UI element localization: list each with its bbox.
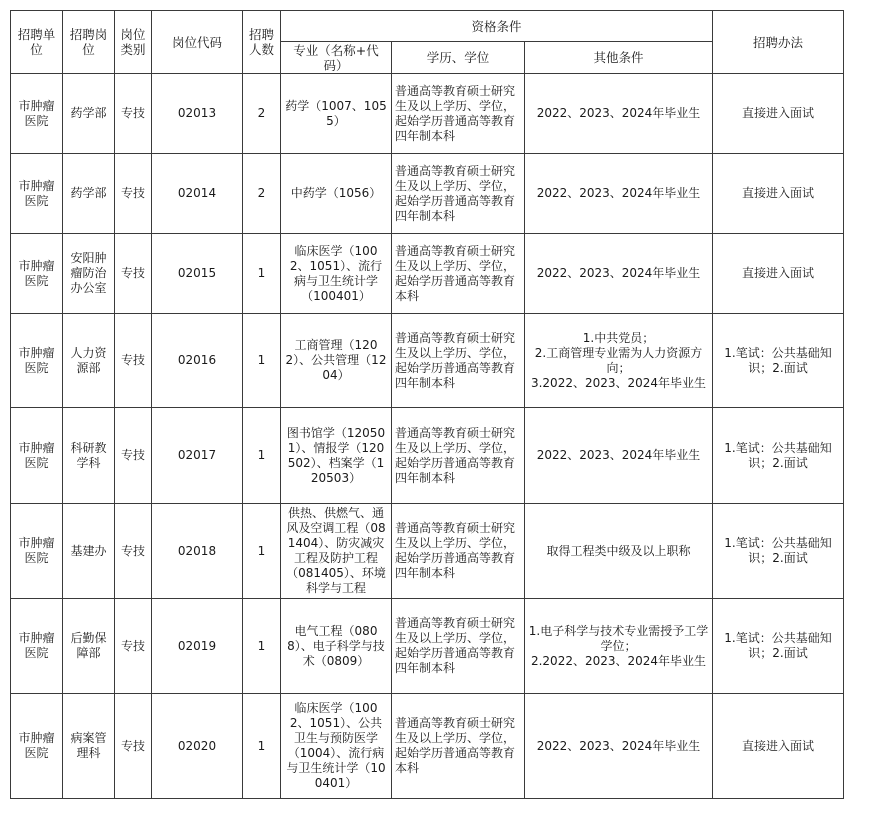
cell-education: 普通高等教育硕士研究生及以上学历、学位，起始学历普通高等教育四年制本科 bbox=[392, 314, 525, 408]
cell-post: 人力资源部 bbox=[63, 314, 115, 408]
condition-line: 2022、2023、2024年毕业生 bbox=[536, 106, 701, 120]
cell-post: 药学部 bbox=[63, 74, 115, 154]
header-qualification: 资格条件 bbox=[281, 11, 713, 42]
table-row bbox=[11, 694, 844, 799]
cell-method bbox=[713, 408, 844, 504]
header-code: 岗位代码 bbox=[152, 11, 243, 74]
cell-education: 普通高等教育硕士研究生及以上学历、学位，起始学历普通高等教育四年制本科 bbox=[392, 154, 525, 234]
cell-unit: 市肿瘤医院 bbox=[11, 694, 63, 799]
recruitment-table-wrapper bbox=[10, 10, 844, 799]
cell-method bbox=[713, 694, 844, 799]
method-line: 1.笔试：公共基础知识；2.面试 bbox=[724, 536, 832, 565]
table-row bbox=[11, 234, 844, 314]
cell-education: 普通高等教育硕士研究生及以上学历、学位，起始学历普通高等教育四年制本科 bbox=[392, 74, 525, 154]
condition-line: 2.工商管理专业需为人力资源方向； bbox=[534, 345, 703, 375]
cell-other bbox=[525, 234, 713, 314]
cell-method bbox=[713, 314, 844, 408]
cell-count: 1 bbox=[243, 694, 281, 799]
cell-major: 药学（1007、1055） bbox=[281, 74, 392, 154]
condition-line: 2022、2023、2024年毕业生 bbox=[536, 738, 701, 753]
cell-count: 2 bbox=[243, 74, 281, 154]
method-line: 1.笔试：公共基础知识；2.面试 bbox=[724, 631, 832, 660]
cell-unit: 市肿瘤医院 bbox=[11, 408, 63, 504]
cell-code: 02020 bbox=[152, 694, 243, 799]
cell-major: 供热、供燃气、通风及空调工程（081404）、防灾减灾工程及防护工程（081405）、环境科学与工程 bbox=[281, 504, 392, 599]
cell-count: 1 bbox=[243, 314, 281, 408]
cell-other bbox=[525, 504, 713, 599]
condition-line: 取得工程类中级及以上职称 bbox=[546, 543, 691, 558]
table-row bbox=[11, 599, 844, 694]
condition-line: 2.2022、2023、2024年毕业生 bbox=[530, 653, 707, 668]
cell-category: 专技 bbox=[115, 504, 152, 599]
cell-education: 普通高等教育硕士研究生及以上学历、学位，起始学历普通高等教育本科 bbox=[392, 694, 525, 799]
cell-count: 1 bbox=[243, 408, 281, 504]
header-count: 招聘人数 bbox=[243, 11, 281, 74]
cell-other bbox=[525, 599, 713, 694]
cell-unit: 市肿瘤医院 bbox=[11, 599, 63, 694]
method-line: 直接进入面试 bbox=[742, 738, 815, 753]
header-row-1 bbox=[11, 11, 844, 42]
cell-other bbox=[525, 74, 713, 154]
cell-code: 02017 bbox=[152, 408, 243, 504]
cell-category: 专技 bbox=[115, 234, 152, 314]
cell-education: 普通高等教育硕士研究生及以上学历、学位，起始学历普通高等教育四年制本科 bbox=[392, 408, 525, 504]
cell-code: 02019 bbox=[152, 599, 243, 694]
header-method: 招聘办法 bbox=[713, 11, 844, 74]
cell-category: 专技 bbox=[115, 154, 152, 234]
cell-category: 专技 bbox=[115, 694, 152, 799]
condition-line: 1.中共党员； bbox=[582, 330, 655, 345]
condition-line: 3.2022、2023、2024年毕业生 bbox=[530, 375, 707, 390]
cell-category: 专技 bbox=[115, 74, 152, 154]
cell-count: 1 bbox=[243, 504, 281, 599]
cell-method bbox=[713, 74, 844, 154]
header-unit: 招聘单位 bbox=[11, 11, 63, 74]
table-row bbox=[11, 408, 844, 504]
cell-method bbox=[713, 154, 844, 234]
cell-other bbox=[525, 408, 713, 504]
cell-count: 1 bbox=[243, 599, 281, 694]
method-line: 1.笔试：公共基础知识；2.面试 bbox=[724, 440, 832, 470]
header-major: 专业（名称+代码） bbox=[281, 42, 392, 74]
cell-post: 基建办 bbox=[63, 504, 115, 599]
cell-other bbox=[525, 154, 713, 234]
cell-post: 科研教学科 bbox=[63, 408, 115, 504]
cell-code: 02014 bbox=[152, 154, 243, 234]
method-line: 1.笔试：公共基础知识；2.面试 bbox=[724, 345, 832, 375]
table-row bbox=[11, 74, 844, 154]
cell-major: 临床医学（1002、1051）、公共卫生与预防医学（1004）、流行病与卫生统计学（100401） bbox=[281, 694, 392, 799]
cell-category: 专技 bbox=[115, 314, 152, 408]
cell-method bbox=[713, 599, 844, 694]
method-line: 直接进入面试 bbox=[742, 266, 815, 280]
cell-major: 工商管理（1202）、公共管理（1204） bbox=[281, 314, 392, 408]
cell-education: 普通高等教育硕士研究生及以上学历、学位，起始学历普通高等教育四年制本科 bbox=[392, 504, 525, 599]
cell-unit: 市肿瘤医院 bbox=[11, 314, 63, 408]
cell-unit: 市肿瘤医院 bbox=[11, 504, 63, 599]
cell-education: 普通高等教育硕士研究生及以上学历、学位，起始学历普通高等教育四年制本科 bbox=[392, 599, 525, 694]
cell-major: 图书馆学（120501）、情报学（120502）、档案学（120503） bbox=[281, 408, 392, 504]
cell-major: 中药学（1056） bbox=[281, 154, 392, 234]
cell-category: 专技 bbox=[115, 599, 152, 694]
recruitment-table bbox=[10, 10, 844, 799]
cell-education: 普通高等教育硕士研究生及以上学历、学位，起始学历普通高等教育本科 bbox=[392, 234, 525, 314]
cell-unit: 市肿瘤医院 bbox=[11, 154, 63, 234]
cell-method bbox=[713, 504, 844, 599]
cell-post: 病案管理科 bbox=[63, 694, 115, 799]
condition-line: 2022、2023、2024年毕业生 bbox=[536, 186, 701, 200]
cell-major: 临床医学（1002、1051）、流行病与卫生统计学（100401） bbox=[281, 234, 392, 314]
condition-line: 2022、2023、2024年毕业生 bbox=[536, 448, 701, 462]
cell-major: 电气工程（0808）、电子科学与技术（0809） bbox=[281, 599, 392, 694]
cell-unit: 市肿瘤医院 bbox=[11, 234, 63, 314]
cell-code: 02016 bbox=[152, 314, 243, 408]
cell-unit: 市肿瘤医院 bbox=[11, 74, 63, 154]
header-category: 岗位类别 bbox=[115, 11, 152, 74]
cell-code: 02015 bbox=[152, 234, 243, 314]
cell-other bbox=[525, 314, 713, 408]
header-education: 学历、学位 bbox=[392, 42, 525, 74]
header-post: 招聘岗位 bbox=[63, 11, 115, 74]
cell-count: 1 bbox=[243, 234, 281, 314]
method-line: 直接进入面试 bbox=[742, 106, 815, 120]
cell-count: 2 bbox=[243, 154, 281, 234]
cell-post: 药学部 bbox=[63, 154, 115, 234]
cell-category: 专技 bbox=[115, 408, 152, 504]
cell-method bbox=[713, 234, 844, 314]
cell-post: 后勤保障部 bbox=[63, 599, 115, 694]
table-row bbox=[11, 504, 844, 599]
cell-code: 02018 bbox=[152, 504, 243, 599]
table-row bbox=[11, 314, 844, 408]
condition-line: 1.电子科学与技术专业需授予工学学位； bbox=[528, 623, 709, 653]
header-other: 其他条件 bbox=[525, 42, 713, 74]
table-row bbox=[11, 154, 844, 234]
condition-line: 2022、2023、2024年毕业生 bbox=[536, 266, 701, 280]
method-line: 直接进入面试 bbox=[742, 186, 815, 200]
cell-post: 安阳肿瘤防治办公室 bbox=[63, 234, 115, 314]
cell-other bbox=[525, 694, 713, 799]
cell-code: 02013 bbox=[152, 74, 243, 154]
